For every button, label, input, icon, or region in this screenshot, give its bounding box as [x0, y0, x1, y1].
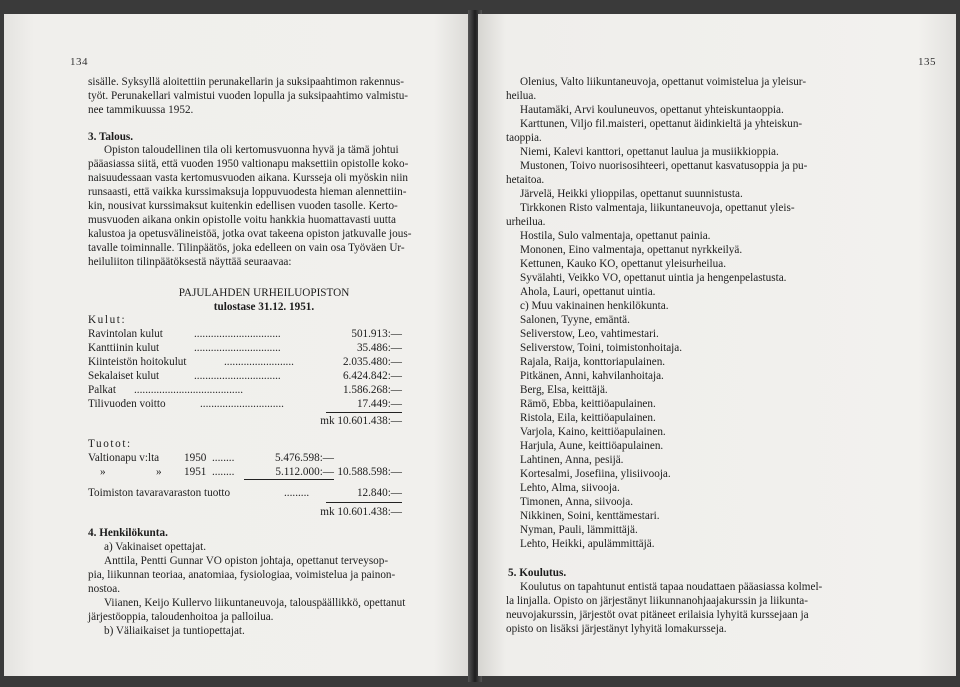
section-4-heading: 4. Henkilökunta. [88, 527, 168, 539]
intro-line-1: sisälle. Syksyllä aloitettiin perunakellarin ja suksipaahtimon rakennus- [88, 76, 404, 88]
staff-line: Hautamäki, Arvi kouluneuvos, opettanut yhteiskuntaoppia. [520, 104, 784, 116]
income-amount: 5.476.598:— [274, 452, 334, 464]
section-4a: a) Vakinaiset opettajat. [104, 541, 206, 553]
income-dots: ........ [212, 452, 235, 464]
expense-dots: .............................. [200, 398, 284, 410]
section-4b: b) Väliaikaiset ja tuntiopettajat. [104, 625, 245, 637]
expenses-heading: Kulut: [88, 314, 127, 326]
expense-amount: 501.913:— [351, 328, 402, 340]
income-label: Valtionapu v:lta [88, 452, 160, 464]
talous-line-1: Opiston taloudellinen tila oli kertomusvuonna hyvä ja tämä johtui [104, 144, 399, 156]
income-total: mk 10.601.438:— [320, 506, 402, 518]
anttila-line-1: Anttila, Pentti Gunnar VO opiston johtaja, opettanut terveysop- [104, 555, 389, 567]
staff-line: Salonen, Tyyne, emäntä. [520, 314, 630, 326]
income-heading: Tuotot: [88, 438, 132, 450]
staff-line: Mononen, Eino valmentaja, opettanut nyrkkeilyä. [520, 244, 743, 256]
staff-line: c) Muu vakinainen henkilökunta. [520, 300, 669, 312]
talous-line-8: tavalle toiminnalle. Tilinpäätös, joka edelleen on vain osa Työväen Ur- [88, 242, 405, 254]
deficit-label: Toimiston tavaravaraston tuotto [88, 487, 231, 499]
staff-line: Järvelä, Heikki ylioppilas, opettanut suunnistusta. [520, 188, 743, 200]
right-page [478, 14, 956, 676]
staff-line: Olenius, Valto liikuntaneuvoja, opettanut voimistelua ja yleisur- [520, 76, 807, 88]
expenses-sum-rule [326, 412, 402, 413]
income-ditto-2: » [156, 466, 162, 478]
expenses-total: mk 10.601.438:— [320, 415, 402, 427]
staff-line: Nyman, Pauli, lämmittäjä. [520, 524, 638, 536]
income-ditto-1: » [100, 466, 106, 478]
staff-line: Karttunen, Viljo fil.maisteri, opettanut äidinkieltä ja yhteiskun- [520, 118, 803, 130]
koulutus-line-1: Koulutus on tapahtunut entistä tapaa noudattaen pääasiassa kolmel- [520, 581, 823, 593]
koulutus-line-3: neuvojakurssin, järjestöt ovat pitäneet erilaisia lyhyitä kurssejaan ja [506, 609, 809, 621]
staff-line: Hostila, Sulo valmentaja, opettanut painia. [520, 230, 711, 242]
staff-line: Kortesalmi, Josefiina, ylisiivooja. [520, 468, 671, 480]
expense-amount: 1.586.268:— [342, 384, 402, 396]
section-3-heading: 3. Talous. [88, 131, 134, 143]
koulutus-line-2: la linjalla. Opisto on järjestänyt liikunnanohjaajakurssin ja liikunta- [506, 595, 808, 607]
talous-line-5: kin, nousivat kurssimaksut kuitenkin edellisen vuoden tasolle. Kerto- [88, 200, 398, 212]
expense-label: Kanttiinin kulut [88, 342, 160, 354]
viianen-line-1: Viianen, Keijo Kullervo liikuntaneuvoja, talouspäällikkö, opettanut [104, 597, 406, 609]
expense-label: Tilivuoden voitto [88, 398, 166, 410]
staff-line: Rajala, Raija, konttoriapulainen. [520, 356, 666, 368]
expense-dots: ......................... [224, 356, 294, 368]
staff-line: Kettunen, Kauko KO, opettanut yleisurheilua. [520, 258, 726, 270]
staff-line: Harjula, Aune, keittiöapulainen. [520, 440, 664, 452]
income-sum: 10.588.598:— [337, 466, 402, 478]
talous-line-6: musvuoden aikana onkin opistolle voitu hankkia huomattavasti uutta [88, 214, 396, 226]
expense-dots: ............................... [194, 370, 281, 382]
staff-line: Tirkkonen Risto valmentaja, liikuntaneuvoja, opettanut yleis- [520, 202, 795, 214]
staff-line: taoppia. [506, 132, 542, 144]
income-year: 1951 [184, 466, 207, 478]
staff-line: Lehto, Alma, siivooja. [520, 482, 620, 494]
staff-line: Ahola, Lauri, opettanut uintia. [520, 286, 656, 298]
anttila-line-3: nostoa. [88, 583, 121, 595]
expense-amount: 17.449:— [356, 398, 402, 410]
expense-amount: 35.486:— [356, 342, 402, 354]
staff-line: Mustonen, Toivo nuorisosihteeri, opettanut kasvatusoppia ja pu- [520, 160, 808, 172]
expense-amount: 2.035.480:— [342, 356, 402, 368]
staff-line: urheilua. [506, 216, 546, 228]
expense-amount: 6.424.842:— [342, 370, 402, 382]
income-dots: ........ [212, 466, 235, 478]
expense-dots: ....................................... [134, 384, 244, 396]
staff-line: hetaitoa. [506, 174, 545, 186]
section-5-heading: 5. Koulutus. [508, 567, 567, 579]
viianen-line-2: järjestöoppia, taloudenhoitoa ja palloilua. [88, 611, 274, 623]
staff-line: Seliverstow, Toini, toimistonhoitaja. [520, 342, 683, 354]
expense-label: Palkat [88, 384, 116, 396]
staff-line: Timonen, Anna, siivooja. [520, 496, 634, 508]
staff-line: Lahtinen, Anna, pesijä. [520, 454, 624, 466]
staff-line: Seliverstow, Leo, vahtimestari. [520, 328, 659, 340]
staff-line: Rämö, Ebba, keittiöapulainen. [520, 398, 656, 410]
staff-line: Nikkinen, Soini, kenttämestari. [520, 510, 660, 522]
staff-line: Syvälahti, Veikko VO, opettanut uintia ja hengenpelastusta. [520, 272, 787, 284]
expense-label: Ravintolan kulut [88, 328, 163, 340]
staff-line: Varjola, Kaino, keittiöapulainen. [520, 426, 666, 438]
talous-line-2: pääasiassa siitä, että vuoden 1950 valtionapu maksettiin opistolle koko- [88, 158, 409, 170]
income-sum-rule [326, 502, 402, 503]
right-page-number: 135 [918, 56, 936, 68]
expense-dots: ............................... [194, 342, 281, 354]
deficit-amount: 12.840:— [356, 487, 402, 499]
talous-line-3: naisuudessaan vasta kertomusvuoden aikana. Kursseja oli myöskin niin [88, 172, 409, 184]
anttila-line-2: pia, liikunnan teoriaa, anatomiaa, fysiologiaa, voimistelua ja painon- [88, 569, 396, 581]
left-page-number: 134 [70, 56, 88, 68]
staff-line: Lehto, Heikki, apulämmittäjä. [520, 538, 655, 550]
koulutus-line-4: opisto on lisäksi järjestänyt lyhyitä lomakursseja. [506, 623, 727, 635]
income-amount: 5.112.000:— [244, 465, 334, 480]
expense-label: Kiinteistön hoitokulut [88, 356, 187, 368]
staff-line: Ristola, Eila, keittiöapulainen. [520, 412, 656, 424]
expense-label: Sekalaiset kulut [88, 370, 160, 382]
talous-line-4: runsaasti, että vaikka kurssimaksuja loppuvuodesta hieman alennettiin- [88, 186, 407, 198]
deficit-dots: ......... [284, 487, 310, 499]
left-page [4, 14, 474, 676]
talous-line-7: kalustoa ja opetusvälineistöä, jotka ovat takeena opiston jatkuvalle jous- [88, 228, 412, 240]
talous-line-9: heiluliiton tilinpäätöksestä näyttää seuraavaa: [88, 256, 292, 268]
expense-dots: ............................... [194, 328, 281, 340]
staff-line: Pitkänen, Anni, kahvilanhoitaja. [520, 370, 664, 382]
intro-line-2: työt. Perunakellari valmistui vuoden lopulla ja suksipaahtimo valmistu- [88, 90, 409, 102]
staff-line: heilua. [506, 90, 537, 102]
staff-line: Berg, Elsa, keittäjä. [520, 384, 608, 396]
statement-title: PAJULAHDEN URHEILUOPISTON [178, 287, 350, 299]
income-year: 1950 [184, 452, 207, 464]
statement-subtitle: tulostase 31.12. 1951. [213, 301, 315, 313]
intro-line-3: nee tammikuussa 1952. [88, 104, 194, 116]
staff-line: Niemi, Kalevi kanttori, opettanut laulua ja musiikkioppia. [520, 146, 779, 158]
